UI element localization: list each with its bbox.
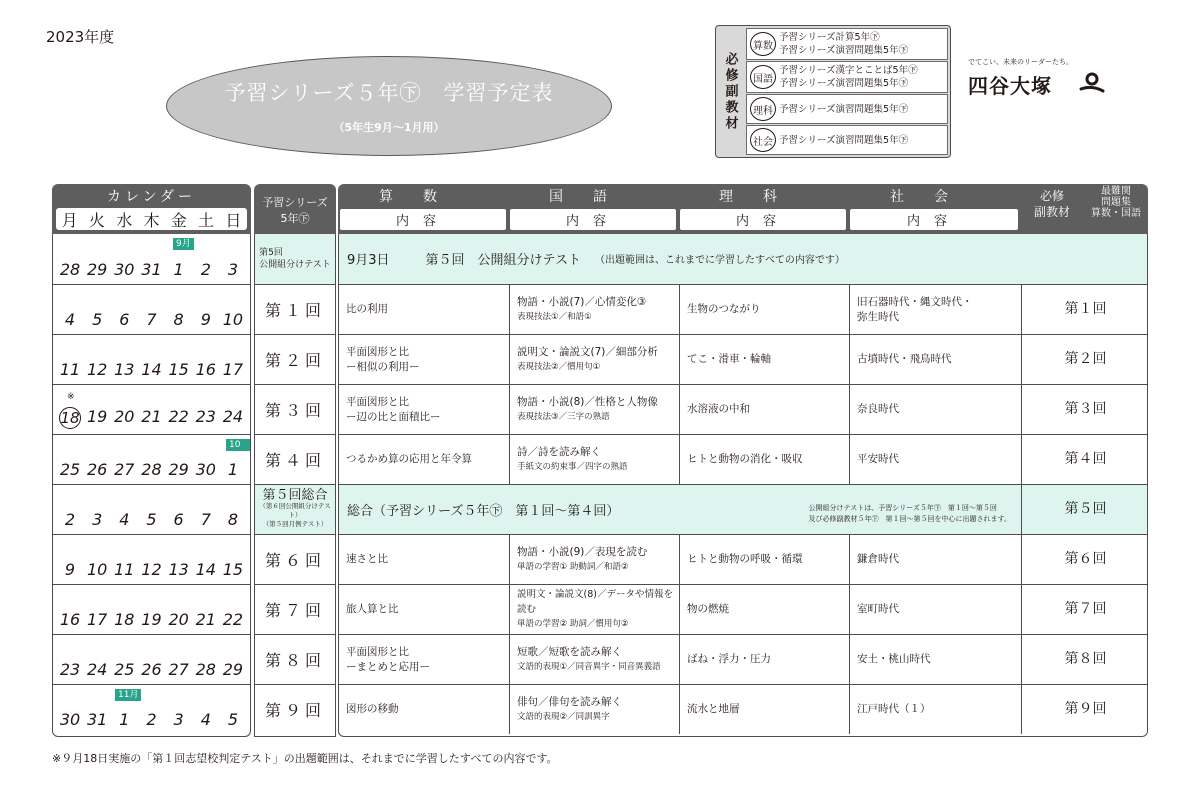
- calendar-header: [52, 184, 251, 234]
- date: 28: [141, 460, 162, 479]
- series-cell: 第９回: [255, 684, 335, 734]
- required-label-line: 副教材: [1033, 205, 1070, 219]
- date: 7: [146, 310, 157, 329]
- date: 6: [119, 310, 130, 329]
- science-topic: ヒトと動物の消化・吸収: [687, 453, 803, 465]
- table-row: [339, 234, 1147, 284]
- hard-label-line: 問題集: [1101, 197, 1131, 208]
- page-subtitle: （5年生9月～1月用）: [333, 121, 445, 134]
- japanese-topic: 俳句／俳句を読み解く: [517, 695, 622, 708]
- date: 31: [86, 710, 108, 729]
- calendar-week: [53, 484, 250, 534]
- math-topic: つるかめ算の応用と年令算: [346, 453, 472, 465]
- date: 9: [64, 560, 76, 579]
- social-topic: 安土・桃山時代: [857, 653, 931, 665]
- weekday: 土: [198, 210, 215, 230]
- date: 3: [92, 510, 103, 529]
- date: 2: [146, 710, 157, 729]
- required-heading: 必修副教材: [722, 51, 738, 132]
- required-cell: [1021, 685, 1149, 734]
- science-topic: 生物のつながり: [687, 303, 761, 315]
- date: 8: [173, 310, 184, 329]
- required-lesson: 第７回: [1064, 601, 1107, 617]
- required-materials-box: [715, 25, 951, 158]
- date: 27: [168, 660, 189, 679]
- content-label: 内容: [680, 209, 846, 230]
- date: 28: [195, 660, 216, 679]
- required-cell: [1021, 285, 1149, 334]
- date: 23: [59, 660, 81, 679]
- japanese-subtopic: 単語の学習② 助詞／慣用句②: [517, 619, 629, 629]
- date: 15: [168, 360, 189, 379]
- date: 5: [146, 510, 157, 529]
- japanese-cell: [509, 285, 679, 334]
- calendar-week: [53, 234, 250, 284]
- science-topic: 水溶液の中和: [687, 403, 750, 415]
- subject-social: 社会: [890, 189, 978, 205]
- date: 16: [59, 610, 81, 629]
- science-topic: 物の燃焼: [687, 603, 729, 615]
- date: 4: [64, 310, 76, 329]
- math-cell: [339, 535, 509, 584]
- date: 8: [227, 510, 239, 529]
- date: 12: [86, 360, 108, 379]
- date: 3: [227, 260, 239, 279]
- series-cell: 第８回: [255, 634, 335, 684]
- series-label: 第５回総合: [262, 488, 328, 503]
- science-cell: [679, 685, 849, 734]
- social-topic: 奈良時代: [857, 403, 899, 415]
- math-topic: 図形の移動: [346, 703, 399, 715]
- required-cell: [1021, 485, 1149, 534]
- date: 22: [222, 610, 244, 629]
- date: 11: [59, 360, 81, 379]
- math-topic: 平面図形と比: [346, 645, 409, 658]
- date: 25: [114, 660, 135, 679]
- japanese-cell: [509, 535, 679, 584]
- series-note: （第６回公開組分けテスト）: [259, 502, 331, 519]
- date: 7: [200, 510, 211, 529]
- science-cell: [679, 535, 849, 584]
- brand-name: 四谷大塚: [968, 74, 1052, 98]
- date: 30: [195, 460, 216, 479]
- series-header-line2: 5年㊦: [280, 212, 310, 225]
- date: 12: [141, 560, 162, 579]
- series-cell: 第７回: [255, 584, 335, 634]
- hard-column-label: [1084, 186, 1148, 219]
- math-cell: [339, 435, 509, 484]
- japanese-topic: 説明文・論説文(7)／細部分析: [517, 345, 658, 358]
- month-tag: 9月: [173, 238, 194, 250]
- japanese-subtopic: 単語の学習① 助動詞／和語②: [517, 561, 629, 572]
- social-cell: [849, 435, 1021, 484]
- japanese-cell: [509, 585, 679, 634]
- school-year: 2023年度: [46, 28, 115, 46]
- subject-math: 算数: [379, 189, 467, 205]
- series-cell: [255, 234, 335, 284]
- weekday: 日: [225, 210, 242, 230]
- series-cell: 第６回: [255, 534, 335, 584]
- social-cell: [849, 335, 1021, 384]
- subjects-header: [338, 184, 1148, 234]
- calendar-week: [53, 284, 250, 334]
- required-row-math: [746, 28, 948, 60]
- required-lesson: 第１回: [1064, 301, 1107, 317]
- date: 20: [168, 610, 189, 629]
- table-row: [339, 484, 1147, 534]
- summary-note-line: 公開組分けテストは、予習シリーズ５年㊦ 第１回～第５回: [808, 504, 997, 512]
- date: 14: [141, 360, 162, 379]
- math-cell: [339, 335, 509, 384]
- math-cell: [339, 385, 509, 434]
- required-lesson: 第３回: [1064, 401, 1107, 417]
- month-tag: 11月: [115, 689, 141, 701]
- required-cell: [1021, 635, 1149, 684]
- table-row: [339, 634, 1147, 684]
- test-date: 9月3日: [347, 253, 390, 268]
- date: 13: [114, 360, 135, 379]
- date: 6: [173, 510, 184, 529]
- book-title: 予習シリーズ演習問題集5年㊦: [779, 78, 909, 89]
- science-cell: [679, 585, 849, 634]
- science-cell: [679, 335, 849, 384]
- social-topic: 室町時代: [857, 603, 899, 615]
- footnote: ※９月18日実施の「第１回志望校判定テスト」の出題範囲は、それまでに学習したすべての内容です。: [52, 752, 558, 765]
- book-title: 予習シリーズ演習問題集5年㊦: [779, 103, 909, 115]
- japanese-topic: 物語・小説(8)／性格と人物像: [517, 395, 658, 408]
- series-cell: [255, 484, 335, 534]
- social-topic: 古墳時代・飛鳥時代: [857, 353, 952, 365]
- table-row: [339, 434, 1147, 484]
- math-cell: [339, 685, 509, 734]
- summary-banner: [339, 485, 1021, 534]
- required-lesson: 第８回: [1064, 651, 1107, 667]
- required-cell: [1021, 435, 1149, 484]
- date: 5: [227, 710, 239, 729]
- date: 30: [114, 260, 135, 279]
- required-row-science: [746, 94, 948, 124]
- social-topic: 江戸時代（１）: [857, 703, 931, 715]
- required-lesson: 第６回: [1064, 551, 1107, 567]
- science-cell: [679, 635, 849, 684]
- social-cell: [849, 385, 1021, 434]
- japanese-cell: [509, 385, 679, 434]
- math-topic: ーまとめと応用ー: [346, 660, 430, 673]
- required-row-japanese: [746, 61, 948, 93]
- japanese-cell: [509, 635, 679, 684]
- social-cell: [849, 285, 1021, 334]
- date: 18: [114, 610, 135, 629]
- japanese-topic: 物語・小説(9)／表現を読む: [517, 545, 648, 558]
- required-column-label: [1020, 188, 1084, 220]
- japanese-subtopic: 手紙文の約束事／四字の熟語: [517, 461, 628, 472]
- date: 17: [222, 360, 244, 379]
- japanese-topic: 説明文・論説文(8)／データや情報を読む: [517, 589, 673, 615]
- calendar-week: [53, 684, 250, 734]
- japanese-subtopic: 表現技法②／慣用句①: [517, 361, 601, 372]
- math-cell: [339, 585, 509, 634]
- social-topic: 弥生時代: [857, 310, 899, 323]
- social-cell: [849, 585, 1021, 634]
- math-topic: 平面図形と比: [346, 395, 409, 408]
- social-cell: [849, 685, 1021, 734]
- content-label: 内容: [850, 209, 1018, 230]
- page-title: 予習シリーズ５年㊦ 学習予定表: [224, 81, 554, 105]
- date: 25: [59, 460, 81, 479]
- math-cell: [339, 635, 509, 684]
- date: 14: [195, 560, 216, 579]
- required-label-line: 必修: [1039, 189, 1064, 203]
- date: 17: [86, 610, 108, 629]
- series-header: [254, 184, 336, 234]
- series-column: [254, 234, 336, 737]
- content-label: 内容: [510, 209, 676, 230]
- calendar-week: [53, 634, 250, 684]
- calendar-week: [53, 334, 250, 384]
- date: 28: [59, 260, 81, 279]
- japanese-topic: 詩／詩を読み解く: [517, 445, 601, 458]
- required-lesson: 第４回: [1064, 451, 1107, 467]
- brand-logo: [968, 57, 1073, 99]
- weekday: 月: [61, 210, 78, 230]
- table-row: [339, 684, 1147, 734]
- weekday-row: [56, 208, 247, 230]
- math-topic: ー相似の利用ー: [346, 360, 420, 373]
- social-cell: [849, 635, 1021, 684]
- science-topic: ヒトと動物の呼吸・循環: [687, 553, 803, 565]
- date: 21: [141, 407, 162, 426]
- date: 4: [200, 710, 211, 729]
- book-title: 予習シリーズ計算5年㊦: [779, 32, 880, 43]
- series-cell: 第１回: [255, 284, 335, 334]
- table-row: [339, 584, 1147, 634]
- hard-label-line: 算数・国語: [1091, 208, 1141, 219]
- date: 29: [86, 260, 108, 279]
- series-cell: 第３回: [255, 384, 335, 434]
- series-header-line1: 予習シリーズ: [262, 196, 328, 209]
- date: 19: [141, 610, 162, 629]
- date: 26: [86, 460, 108, 479]
- table-row: [339, 284, 1147, 334]
- weekday: 木: [143, 210, 160, 230]
- series-label: 第5回: [259, 248, 283, 258]
- asterisk-mark: ※: [67, 392, 75, 402]
- required-cell: [1021, 585, 1149, 634]
- date: 29: [168, 460, 189, 479]
- weekday: 火: [88, 210, 105, 230]
- book-title: 予習シリーズ演習問題集5年㊦: [779, 134, 909, 146]
- title-oval: [166, 56, 612, 156]
- required-cell: [1021, 535, 1149, 584]
- date: 1: [119, 710, 130, 729]
- date: 27: [114, 460, 135, 479]
- date: 22: [168, 407, 189, 426]
- japanese-topic: 物語・小説(7)／心情変化③: [517, 295, 647, 308]
- book-title: 予習シリーズ演習問題集5年㊦: [779, 45, 909, 56]
- hard-label-line: 最難関: [1101, 186, 1131, 197]
- brand-tagline: でてこい、未来のリーダーたち。: [968, 58, 1073, 66]
- math-topic: 平面図形と比: [346, 345, 409, 358]
- calendar-column: [52, 234, 251, 737]
- social-cell: [849, 535, 1021, 584]
- date: 24: [86, 660, 108, 679]
- date: 10: [86, 560, 108, 579]
- test-note: （出題範囲は、これまでに学習したすべての内容です）: [595, 255, 845, 266]
- date: 21: [195, 610, 216, 629]
- weekday: 水: [116, 210, 133, 230]
- subject-badge: 国語: [750, 65, 776, 89]
- japanese-cell: [509, 335, 679, 384]
- content-label: 内容: [340, 209, 506, 230]
- schedule-table: [338, 234, 1148, 737]
- required-lesson: 第９回: [1064, 701, 1107, 717]
- date-circled: [57, 407, 83, 429]
- date: 5: [92, 310, 103, 329]
- date: 31: [141, 260, 162, 279]
- date: 1: [227, 460, 239, 479]
- required-cell: [1021, 335, 1149, 384]
- month-tag: 10月: [226, 439, 250, 451]
- subject-japanese: 国語: [549, 189, 637, 205]
- social-topic: 平安時代: [857, 453, 899, 465]
- date: 30: [59, 710, 81, 729]
- test-name: 第５回 公開組分けテスト: [425, 253, 582, 268]
- calendar-week: [53, 584, 250, 634]
- brand-mark-icon: [1078, 69, 1106, 97]
- social-topic: 鎌倉時代: [857, 553, 899, 565]
- date: 15: [222, 560, 244, 579]
- required-lesson: 第２回: [1064, 351, 1107, 367]
- japanese-subtopic: 表現技法③／三字の熟語: [517, 411, 610, 422]
- calendar-week: [53, 534, 250, 584]
- summary-note: [809, 503, 1011, 525]
- math-cell: [339, 285, 509, 334]
- weekday: 金: [170, 210, 187, 230]
- science-topic: 流水と地層: [687, 703, 740, 715]
- calendar-week: [53, 384, 250, 434]
- subject-science: 理科: [719, 189, 807, 205]
- calendar-week: [53, 434, 250, 484]
- date: 23: [195, 407, 216, 426]
- science-topic: ばね・浮力・圧力: [687, 653, 771, 665]
- table-row: [339, 334, 1147, 384]
- table-row: [339, 534, 1147, 584]
- japanese-subtopic: 文語的表現②／同訓異字: [517, 711, 610, 722]
- date: 13: [168, 560, 189, 579]
- date: 19: [86, 407, 108, 426]
- date: 26: [141, 660, 162, 679]
- date: 1: [173, 260, 184, 279]
- science-cell: [679, 435, 849, 484]
- date: 10: [222, 310, 244, 329]
- japanese-cell: [509, 435, 679, 484]
- summary-text: 総合（予習シリーズ５年㊦ 第１回～第４回）: [347, 504, 620, 519]
- subject-badge: 社会: [750, 128, 776, 152]
- math-topic: ー辺の比と面積比ー: [346, 410, 441, 423]
- series-note: （第５回月例テスト）: [262, 520, 328, 528]
- japanese-topic: 短歌／短歌を読み解く: [517, 645, 622, 658]
- date: 20: [114, 407, 135, 426]
- date: 16: [195, 360, 216, 379]
- test-banner: [339, 234, 1021, 283]
- series-label: 公開組分けテスト: [259, 260, 331, 270]
- japanese-cell: [509, 685, 679, 734]
- science-cell: [679, 385, 849, 434]
- subject-badge: 算数: [750, 32, 776, 56]
- math-topic: 速さと比: [346, 553, 388, 565]
- book-title: 予習シリーズ漢字とことば5年㊦: [779, 65, 918, 76]
- required-lesson: 第５回: [1064, 501, 1107, 517]
- date: 18: [60, 409, 80, 427]
- summary-note-line: 及び必修副教材５年㊦ 第１回～第５回を中心に出題されます。: [808, 515, 1011, 523]
- series-cell: 第４回: [255, 434, 335, 484]
- date: 24: [222, 407, 244, 426]
- required-row-social: [746, 125, 948, 155]
- date: 11: [114, 560, 135, 579]
- date: 4: [119, 510, 130, 529]
- social-topic: 旧石器時代・縄文時代・: [857, 295, 973, 308]
- japanese-subtopic: 文語的表現①／同音異字・同音異義語: [517, 661, 661, 672]
- science-cell: [679, 285, 849, 334]
- series-cell: 第２回: [255, 334, 335, 384]
- japanese-subtopic: 表現技法①／和語①: [517, 311, 592, 322]
- math-topic: 旅人算と比: [346, 603, 399, 615]
- date: 3: [173, 710, 184, 729]
- calendar-title: カレンダー: [106, 189, 197, 205]
- date: 29: [222, 660, 244, 679]
- date: 2: [64, 510, 76, 529]
- required-cell: [1021, 385, 1149, 434]
- science-topic: てこ・滑車・輪軸: [687, 353, 771, 365]
- date: 9: [200, 310, 211, 329]
- math-topic: 比の利用: [346, 303, 388, 315]
- subject-badge: 理科: [750, 97, 776, 121]
- table-row: [339, 384, 1147, 434]
- date: 2: [200, 260, 211, 279]
